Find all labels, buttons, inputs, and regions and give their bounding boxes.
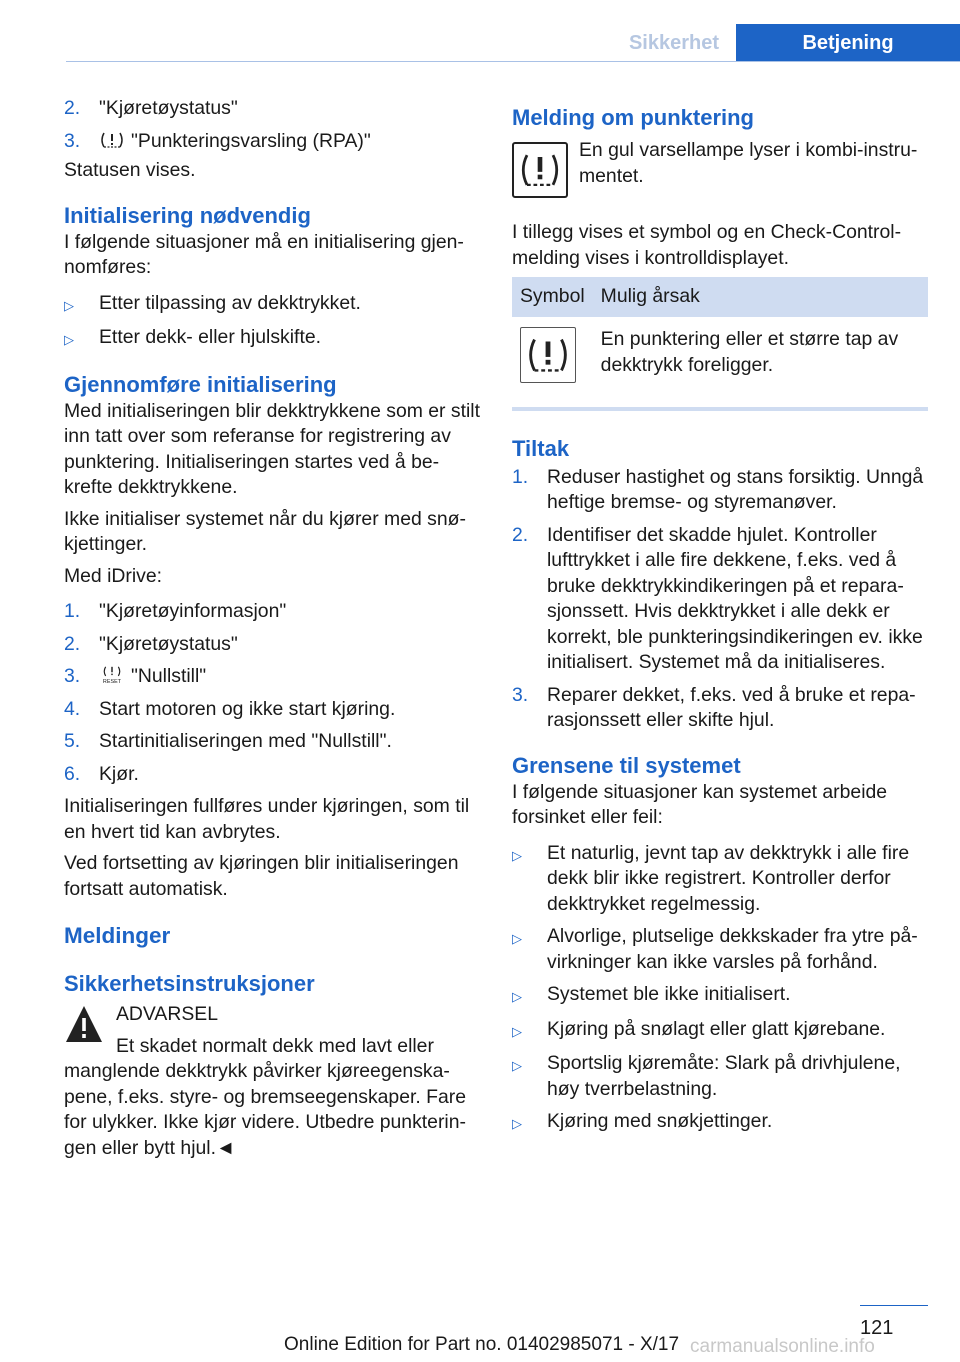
left-column [64, 96, 480, 1161]
page-header [0, 24, 960, 62]
list-item [64, 664, 480, 690]
section-heading: Tiltak [512, 435, 570, 461]
list-text: Et naturlig, jevnt tap av dekktrykk i alle fire dekk blir ikke registrert. Kontroller derfor dekktrykket regelmessig. [547, 841, 910, 915]
watermark: carmanualsonline.info [690, 1336, 875, 1357]
list-item [512, 1109, 928, 1137]
paragraph: Ved fortsetting av kjøringen blir initialiseringen fortsatt automatisk. [64, 852, 459, 900]
reset-icon-label: RESET [102, 679, 122, 685]
list-number: 2. [64, 632, 81, 655]
section-heading: Meldinger [64, 923, 171, 948]
warning-title: ADVARSEL [116, 1003, 219, 1025]
list-text: Startinitialiseringen med "Nullstill". [99, 730, 392, 752]
list-text: Kjør. [99, 762, 139, 785]
bullet-icon: ▷ [64, 332, 74, 347]
table-cell: En punktering eller et større tap av dekktrykk foreligger. [600, 328, 899, 376]
paragraph: Med iDrive: [64, 564, 163, 587]
list-item [512, 841, 928, 918]
list-text: "Kjøretøystatus" [99, 632, 238, 655]
bullet-icon: ▷ [512, 1058, 522, 1073]
puncture-block [512, 138, 928, 208]
list-number: 5. [64, 730, 81, 752]
list-number: 4. [64, 697, 81, 720]
tab-sikkerhet[interactable]: Sikkerhet [612, 24, 736, 62]
tire-pressure-warning-icon [512, 142, 568, 198]
list-item [64, 729, 480, 755]
list-number: 3. [64, 665, 81, 687]
list-text: Kjøring på snølagt eller glatt kjørebane. [547, 1017, 886, 1040]
bullet-icon: ▷ [512, 989, 522, 1004]
list-item [64, 96, 480, 122]
list-item [64, 129, 480, 155]
list-text: Start motoren og ikke start kjøring. [99, 697, 396, 720]
symbol-table [512, 277, 928, 403]
paragraph: Med initialiseringen blir dekktrykkene som er stilt inn tatt over som referanse for registrering av punktering. Initialiseringen startes ved å bekrefte dekktrykkene. [64, 399, 480, 498]
list-item [512, 465, 928, 516]
paragraph: En gul varsellampe lyser i kombi-instrumentet. [579, 139, 918, 187]
bullet-icon: ▷ [512, 1116, 522, 1131]
section-heading: Gjennomføre initialisering [64, 371, 337, 397]
section-heading: Sikkerhetsinstruksjoner [64, 971, 315, 996]
paragraph: Initialiseringen fullføres under kjøringen, som til en hvert tid kan avbrytes. [64, 795, 470, 843]
footer-rule [860, 1305, 928, 1306]
list-text: "Kjøretøystatus" [99, 97, 238, 119]
list-text: Etter dekk- eller hjulskifte. [99, 326, 321, 348]
list-text: Identifiser det skadde hjulet. Kontroller lufttrykket i alle fire dekkene, f.eks. ved å bruke dekktrykkindikeringen på et reparasjonssett. Hvis dekktrykket i alle dekk er korrekt, ble punkteringsindikeringen ev. ikke initialisert. Systemet må da initialiseres. [547, 523, 923, 673]
list-number: 3. [512, 683, 529, 706]
list-item [512, 1017, 928, 1045]
tire-pressure-icon [99, 130, 125, 150]
list-number: 1. [512, 465, 529, 488]
list-text: Kjøring med snøkjettinger. [547, 1110, 773, 1132]
bullet-icon: ▷ [512, 847, 522, 863]
paragraph: I følgende situasjoner kan systemet arbeide forsinket eller feil: [512, 780, 888, 828]
tab-betjening[interactable]: Betjening [736, 24, 960, 62]
list-item [64, 325, 480, 353]
warning-block [64, 1002, 480, 1161]
list-item [512, 1051, 928, 1102]
bullet-icon: ▷ [64, 297, 74, 313]
list-text: Alvorlige, plutselige dekkskader fra ytre påvirkninger kan ikke varsles på forhånd. [547, 925, 918, 973]
header-rule [66, 61, 960, 62]
edition-text: Online Edition for Part no. 01402985071 - X/17 [284, 1334, 680, 1355]
list-text: "Kjøretøyinformasjon" [99, 600, 287, 622]
list-number: 2. [512, 523, 529, 546]
list-text: Reduser hastighet og stans forsiktig. Unngå heftige bremse- og styremanøver. [547, 465, 924, 513]
list-text: Systemet ble ikke initialisert. [547, 983, 791, 1005]
list-text: "Nullstill" [131, 665, 207, 687]
table-header: Mulig årsak [593, 277, 928, 317]
table-header-row [512, 277, 928, 317]
list-item [512, 924, 928, 975]
list-number: 6. [64, 762, 81, 785]
list-number: 3. [64, 129, 81, 152]
list-item [64, 762, 480, 788]
table-rule [512, 407, 928, 411]
list-item [64, 697, 480, 723]
list-item [64, 632, 480, 658]
list-text: Etter tilpassing av dekktrykket. [99, 291, 361, 314]
list-item [512, 683, 928, 734]
list-text: Sportslig kjøremåte: Slark på drivhjulene, høy tverrbelastning. [547, 1052, 901, 1100]
warning-triangle-icon [64, 1004, 104, 1044]
bullet-icon: ▷ [512, 931, 522, 946]
table-row [512, 317, 928, 403]
status-text: Statusen vises. [64, 159, 196, 181]
paragraph: I tillegg vises et symbol og en Check-Control-melding vises i kontrolldisplayet. [512, 221, 902, 269]
bullet-icon: ▷ [512, 1023, 522, 1039]
paragraph: Ikke initialiser systemet når du kjører med snøkjettinger. [64, 507, 466, 555]
list-item [64, 599, 480, 625]
warning-text: Et skadet normalt dekk med lavt eller manglende dekktrykk påvirker kjøreegenskapene, f.eks. styre- og bremseegenskaper. Fare for ulykker. Ikke kjør videre. Utbedre punkteringen eller bytt hjul.◄ [64, 1034, 467, 1159]
section-heading: Melding om punktering [512, 105, 754, 130]
paragraph: I følgende situasjoner må en initialisering gjennomføres: [64, 230, 464, 278]
list-text: "Punkteringsvarsling (RPA)" [131, 129, 371, 152]
table-header: Symbol [512, 277, 593, 317]
section-heading: Grensene til systemet [512, 752, 741, 778]
section-heading: Initialisering nødvendig [64, 202, 311, 228]
list-item [512, 523, 928, 676]
list-number: 1. [64, 600, 81, 622]
list-number: 2. [64, 97, 81, 119]
right-column [512, 96, 928, 1144]
page-number: 121 [860, 1317, 894, 1339]
list-text: Reparer dekket, f.eks. ved å bruke et reparasjonssett eller skifte hjul. [547, 683, 916, 731]
reset-tire-icon [99, 665, 125, 685]
table-cell [512, 317, 593, 403]
list-item [512, 982, 928, 1010]
tire-pressure-warning-icon [520, 327, 576, 383]
list-item [64, 291, 480, 319]
